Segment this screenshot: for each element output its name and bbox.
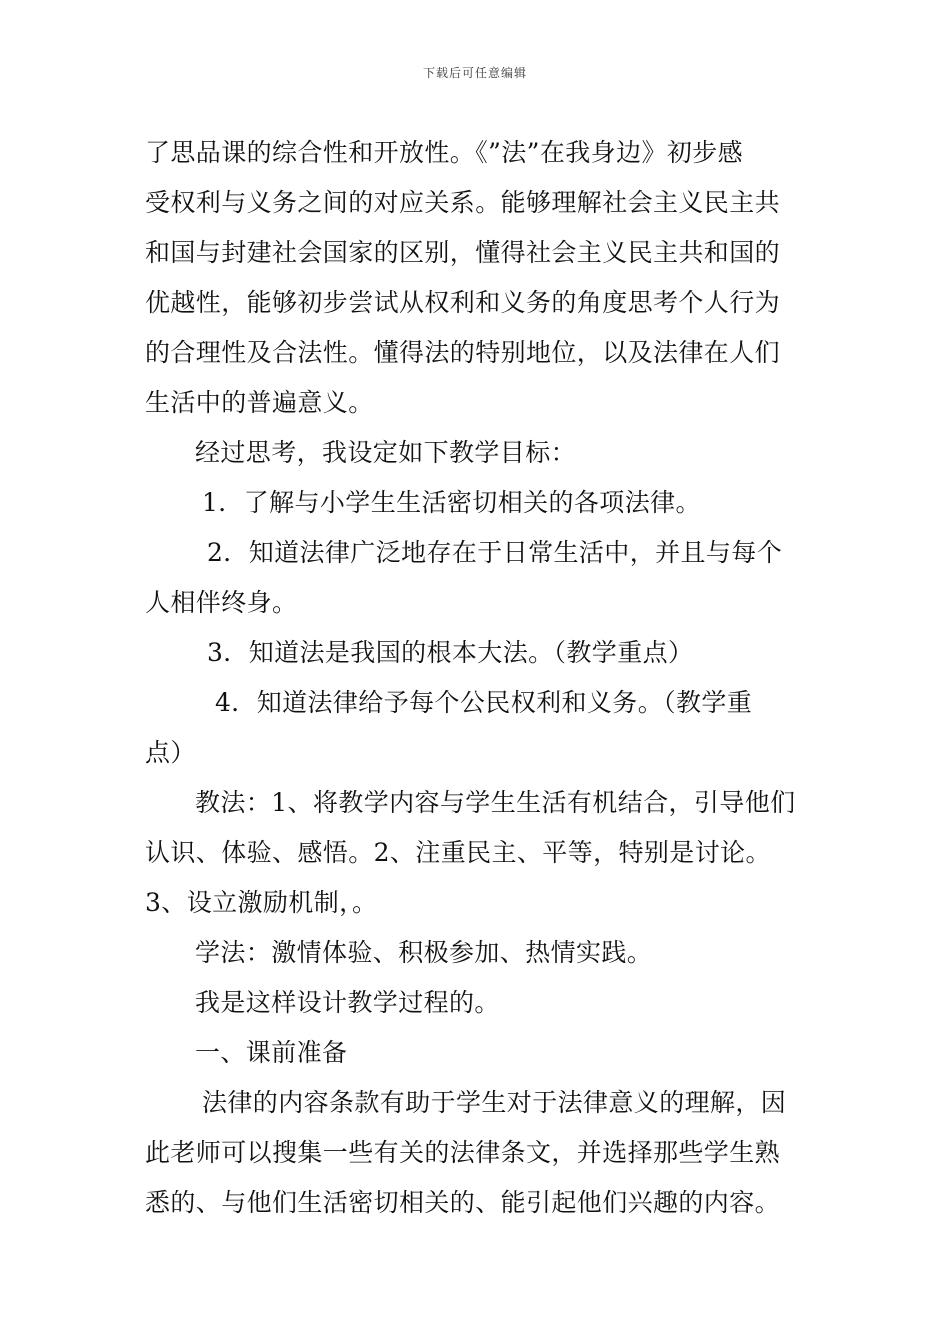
text-line: 经过思考，我设定如下教学目标： <box>195 438 577 467</box>
list-item: 4．知道法律给予每个公民权利和义务。（教学重 <box>215 688 753 717</box>
text-line: 学法：激情体验、积极参加、热情实践。 <box>195 938 653 967</box>
text-line: 人相伴终身。 <box>145 588 298 617</box>
list-item: 3．知道法是我国的根本大法。（教学重点） <box>207 638 694 667</box>
page-header: 下载后可任意编辑 <box>422 66 527 80</box>
text-line: 认识、体验、感悟。2、注重民主、平等，特别是讨论。 <box>145 838 771 867</box>
section-heading: 一、课前准备 <box>195 1038 348 1067</box>
body-text <box>145 128 807 1228</box>
text-line: 点） <box>145 738 196 767</box>
text-line: 和国与封建社会国家的区别，懂得社会主义民主共和国的 <box>145 238 781 267</box>
text-line: 优越性，能够初步尝试从权利和义务的角度思考个人行为 <box>145 288 781 317</box>
text-line: 的合理性及合法性。懂得法的特别地位，以及法律在人们 <box>145 338 781 367</box>
text-line: 3、设立激励机制，。 <box>145 888 378 917</box>
text-line: 了思品课的综合性和开放性。《”法”在我身边》初步感 <box>145 138 744 167</box>
text-line: 我是这样设计教学过程的。 <box>195 988 500 1017</box>
text-line: 生活中的普遍意义。 <box>145 388 374 417</box>
text-line: 法律的内容条款有助于学生对于法律意义的理解，因 <box>202 1088 787 1117</box>
text-line: 教法：1、将教学内容与学生生活有机结合，引导他们 <box>195 788 796 817</box>
list-item: 2．知道法律广泛地存在于日常生活中，并且与每个 <box>207 538 783 567</box>
text-line: 受权利与义务之间的对应关系。能够理解社会主义民主共 <box>145 188 781 217</box>
list-item: 1．了解与小学生生活密切相关的各项法律。 <box>202 488 701 517</box>
text-line: 悉的、与他们生活密切相关的、能引起他们兴趣的内容。 <box>145 1188 781 1217</box>
text-line: 此老师可以搜集一些有关的法律条文，并选择那些学生熟 <box>145 1138 781 1167</box>
